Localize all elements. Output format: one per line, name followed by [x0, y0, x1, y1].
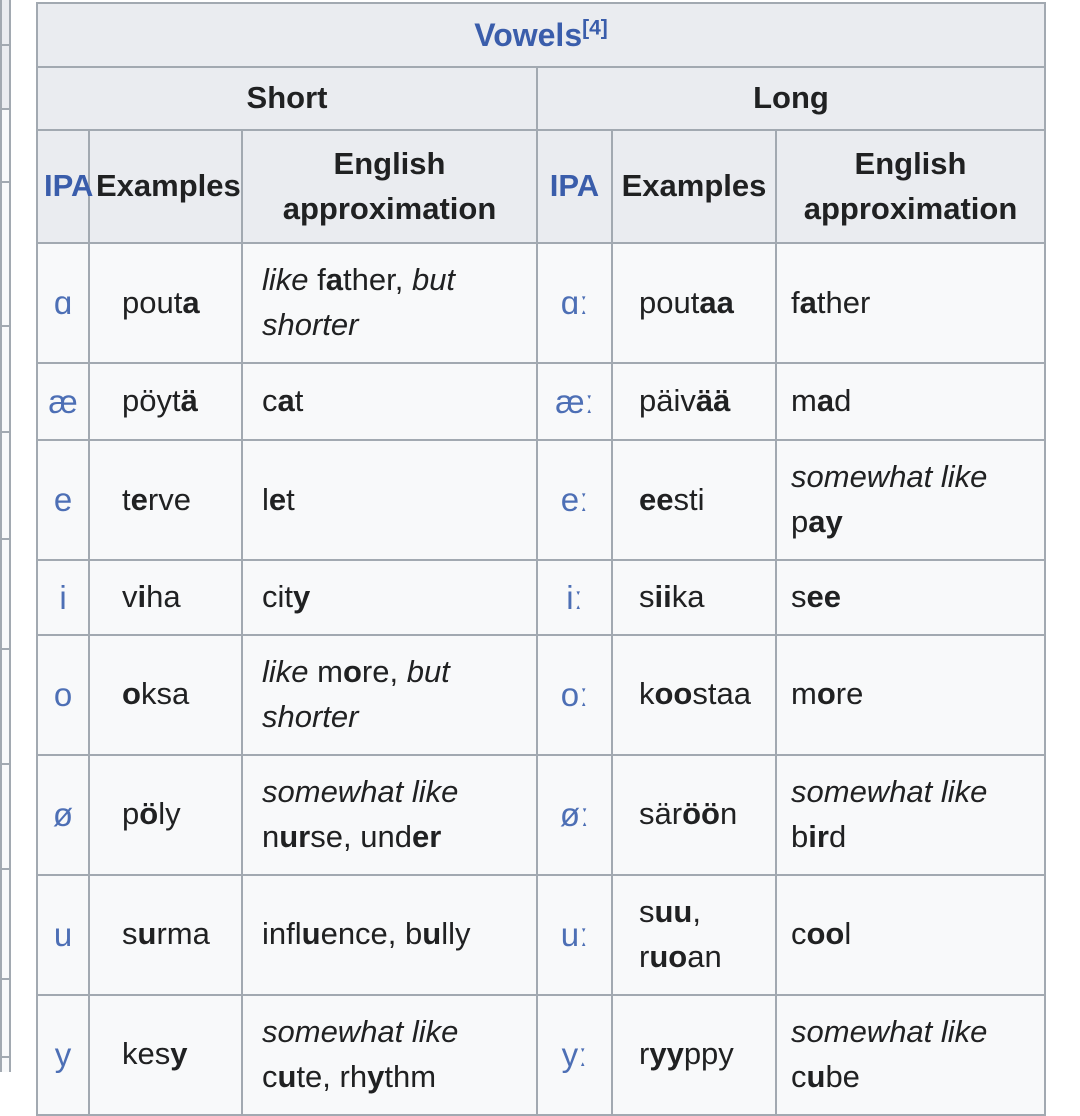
- ipa-cell-long: [537, 363, 612, 440]
- approx-cell-short: cat: [242, 363, 537, 440]
- ipa-symbol-link[interactable]: øː: [559, 795, 590, 833]
- adjacent-table-row: [2, 433, 9, 540]
- examples-column-header-short: Examples: [89, 130, 242, 243]
- example-cell-short: kesy: [89, 995, 242, 1115]
- ipa-cell-short: [37, 635, 89, 755]
- ipa-symbol-link[interactable]: u: [53, 915, 73, 953]
- table-row: [37, 243, 1045, 363]
- ipa-symbol-link[interactable]: ø: [52, 795, 74, 833]
- ipa-symbol-link[interactable]: æ: [48, 382, 78, 420]
- table-body: [37, 243, 1045, 1114]
- ipa-symbol-link[interactable]: eː: [560, 481, 589, 519]
- ipa-symbol-link[interactable]: iː: [566, 578, 583, 616]
- table-row: [37, 440, 1045, 560]
- approx-cell-long: father: [776, 243, 1045, 363]
- adjacent-table-row: [2, 540, 9, 650]
- ipa-cell-long: [537, 440, 612, 560]
- reference-link[interactable]: [4]: [582, 16, 608, 40]
- table-row: [37, 560, 1045, 635]
- approximation-column-header-short: English approximation: [242, 130, 537, 243]
- approx-cell-long: somewhat like bird: [776, 755, 1045, 875]
- example-cell-long: poutaa: [612, 243, 776, 363]
- approx-cell-long: mad: [776, 363, 1045, 440]
- ipa-cell-short: [37, 243, 89, 363]
- ipa-symbol-link[interactable]: yː: [561, 1035, 588, 1073]
- adjacent-table-row: [2, 110, 9, 183]
- example-cell-long: ryyppy: [612, 995, 776, 1115]
- adjacent-table-row: [2, 765, 9, 870]
- adjacent-table-row: [2, 183, 9, 327]
- adjacent-table-row: [2, 1058, 9, 1072]
- example-cell-long: eesti: [612, 440, 776, 560]
- approx-cell-long: see: [776, 560, 1045, 635]
- column-header-row: [37, 130, 1045, 243]
- example-cell-short: terve: [89, 440, 242, 560]
- adjacent-table-row: [2, 870, 9, 980]
- ipa-symbol-link[interactable]: uː: [560, 915, 589, 953]
- adjacent-table-row: [2, 327, 9, 433]
- ipa-cell-short: [37, 560, 89, 635]
- approx-cell-long: somewhat like cube: [776, 995, 1045, 1115]
- example-cell-long: koostaa: [612, 635, 776, 755]
- ipa-column-header-long[interactable]: IPA: [537, 130, 612, 243]
- approximation-column-header-long: English approximation: [776, 130, 1045, 243]
- table-row: [37, 875, 1045, 995]
- table-row: [37, 635, 1045, 755]
- example-cell-long: suu, ruoan: [612, 875, 776, 995]
- approx-cell-long: more: [776, 635, 1045, 755]
- example-cell-long: säröön: [612, 755, 776, 875]
- title-row: [37, 3, 1045, 67]
- table-title: [37, 3, 1045, 67]
- group-header-long: Long: [537, 67, 1045, 130]
- group-header-row: [37, 67, 1045, 130]
- approx-cell-short: influence, bully: [242, 875, 537, 995]
- ipa-cell-long: [537, 635, 612, 755]
- table-row: [37, 995, 1045, 1115]
- ipa-cell-long: [537, 995, 612, 1115]
- approx-cell-short: city: [242, 560, 537, 635]
- ipa-column-header-short[interactable]: IPA: [37, 130, 89, 243]
- example-cell-short: pouta: [89, 243, 242, 363]
- approx-cell-short: somewhat like nurse, under: [242, 755, 537, 875]
- adjacent-table-edge: [0, 0, 11, 1072]
- ipa-symbol-link[interactable]: æː: [555, 382, 594, 420]
- approx-cell-short: like more, but shorter: [242, 635, 537, 755]
- vowels-title-link[interactable]: Vowels: [474, 17, 583, 53]
- table-row: [37, 363, 1045, 440]
- ipa-symbol-link[interactable]: ɑ: [53, 284, 73, 322]
- example-cell-short: viha: [89, 560, 242, 635]
- approx-cell-long: cool: [776, 875, 1045, 995]
- ipa-cell-short: [37, 440, 89, 560]
- ipa-symbol-link[interactable]: y: [54, 1035, 72, 1073]
- ipa-symbol-link[interactable]: o: [53, 676, 73, 714]
- approx-cell-long: somewhat like pay: [776, 440, 1045, 560]
- ipa-cell-short: [37, 755, 89, 875]
- ipa-cell-long: [537, 243, 612, 363]
- ipa-cell-long: [537, 560, 612, 635]
- approx-cell-short: somewhat like cute, rhythm: [242, 995, 537, 1115]
- table-row: [37, 755, 1045, 875]
- adjacent-table-row: [2, 980, 9, 1058]
- example-cell-short: oksa: [89, 635, 242, 755]
- adjacent-table-row: [2, 46, 9, 110]
- examples-column-header-long: Examples: [612, 130, 776, 243]
- example-cell-short: surma: [89, 875, 242, 995]
- ipa-cell-long: [537, 875, 612, 995]
- vowels-table: [36, 2, 1046, 1116]
- ipa-symbol-link[interactable]: oː: [560, 676, 589, 714]
- ipa-cell-short: [37, 995, 89, 1115]
- ipa-cell-short: [37, 363, 89, 440]
- adjacent-table-row: [2, 0, 9, 46]
- ipa-symbol-link[interactable]: ɑː: [560, 284, 589, 322]
- ipa-cell-short: [37, 875, 89, 995]
- ipa-cell-long: [537, 755, 612, 875]
- example-cell-short: pöly: [89, 755, 242, 875]
- group-header-short: Short: [37, 67, 537, 130]
- example-cell-long: päivää: [612, 363, 776, 440]
- example-cell-short: pöytä: [89, 363, 242, 440]
- ipa-symbol-link[interactable]: i: [59, 578, 67, 616]
- example-cell-long: siika: [612, 560, 776, 635]
- adjacent-table-row: [2, 650, 9, 765]
- approx-cell-short: like father, but shorter: [242, 243, 537, 363]
- ipa-symbol-link[interactable]: e: [53, 481, 73, 519]
- approx-cell-short: let: [242, 440, 537, 560]
